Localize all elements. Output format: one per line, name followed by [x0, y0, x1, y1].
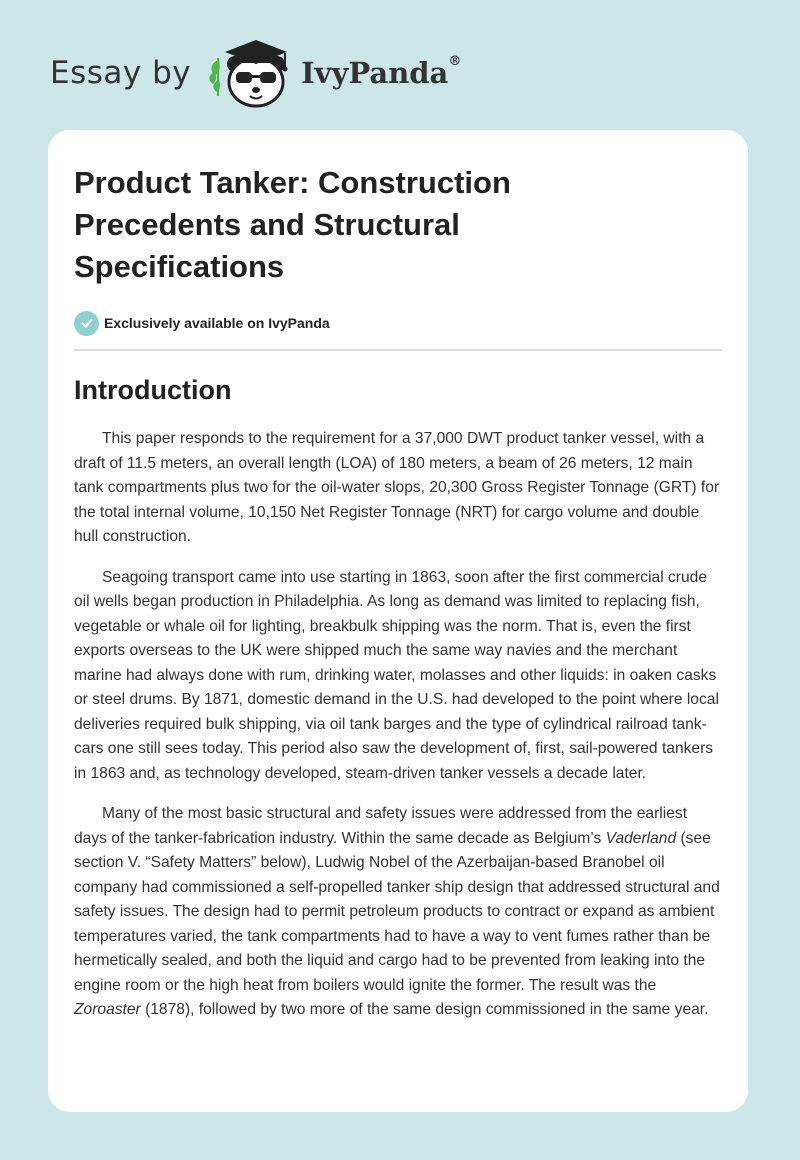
ship-name-vaderland: Vaderland — [605, 829, 677, 847]
paragraph-1: This paper responds to the requirement for a 37,000 DWT product tanker vessel, with a draft of 11.5 meters, an overall length (LOA) of 180 meters, a beam of 26 meters, 12 main tank compartments plus two for the oil-water slops, 20,300 Gross Register Tonnage (GRT) for the total internal volume, 10,150 Net Register Tonnage (NRT) for cargo volume and double hull construction. — [74, 430, 720, 545]
badge-label: Exclusively available on IvyPanda — [104, 315, 330, 331]
ship-name-zoroaster: Zoroaster — [74, 1001, 141, 1018]
divider — [74, 349, 722, 351]
article-title: Product Tanker: Construction Precedents and Structural Specifications — [74, 165, 511, 284]
paragraph-3: Many of the most basic structural and safety issues were addressed from the earliest days of the tanker-fabrication industry. Within the same decade as Belgium’s Vaderland (see section V. “Safety Matters” below), Ludwig Nobel of the Azerbaijan-based Branobel oil company had commissioned a self-propelled tanker ship design that addressed structural and safety issues. The design had to permit petroleum products to contract or expand as ambient temperatures varied, the tank compartments had to have a way to vent fumes rather than be hermetically sealed, and both the liquid and cargo had to be prevented from leaking into the engine room or the high heat from boilers would ignite the former. The result was the Zoroaster (1878), followed by two more of the same design commissioned in the same year. — [74, 805, 720, 1018]
brand-prefix: Essay by — [50, 55, 192, 91]
exclusive-badge — [74, 310, 722, 336]
brand-name[interactable]: IvyPanda® — [301, 54, 462, 90]
section-title-introduction: Introduction — [74, 375, 232, 405]
registered-mark: ® — [448, 54, 462, 69]
paragraph-2: Seagoing transport came into use starting in 1863, soon after the first commercial crude oil wells began production in Philadelphia. As long as demand was limited to replacing fish, vegetable or whale oil for lighting, breakbulk shipping was the norm. That is, even the first exports overseas to the UK were shipped much the same way navies and the merchant marine had always done with rum, drinking water, molasses and other liquids: in oaken casks or steel drums. By 1871, domestic demand in the U.S. had developed to the point where local deliveries required bulk shipping, via oil tank barges and the type of cylindrical railroad tank-cars one still sees today. This period also saw the development of, first, sail-powered tankers in 1863 and, as technology developed, steam-driven tanker vessels a decade later. — [74, 568, 719, 782]
panda-logo-icon[interactable] — [207, 36, 297, 110]
site-header — [50, 36, 461, 110]
article-card — [48, 130, 748, 1112]
check-icon — [74, 311, 99, 336]
